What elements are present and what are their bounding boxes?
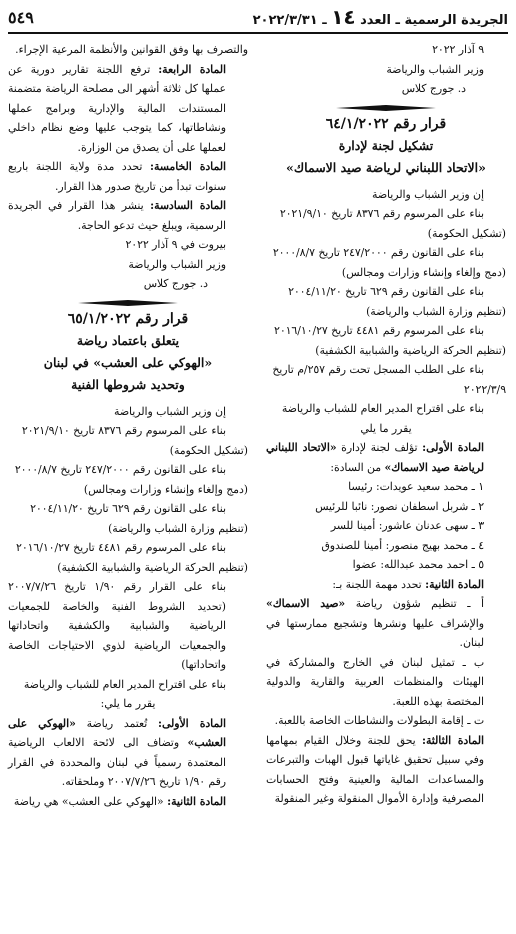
- article-text: تُعتمد رياضة: [86, 716, 148, 730]
- gazette-issue: [253, 5, 508, 29]
- article-label: المادة الأولى:: [157, 716, 226, 730]
- article-bold: «الهوكي على العشب»: [8, 716, 226, 749]
- article-label: المادة الثانية:: [167, 794, 226, 808]
- basis-note: (تنظيم وزارة الشباب والرياضة): [108, 521, 248, 535]
- article-text: تحدد مدة ولاية اللجنة باربع سنوات تبدأ من تاريخ صدور هذا القرار.: [8, 160, 226, 193]
- article-2-c: ت ـ إقامة البطولات والنشاطات الخاصة باللعبة.: [274, 714, 484, 727]
- basis-note: (تنظيم وزارة الشباب والرياضة): [366, 304, 506, 318]
- member-item: ١ ـ محمد سعيد عويدات: رئيسا: [348, 480, 484, 493]
- decree-title: قرار رقم ٦٤/١/٢٠٢٢: [325, 115, 447, 132]
- member-item: ٢ ـ شربل اسطفان نصور: نائبا للرئيس: [315, 499, 484, 513]
- basis-long: بناء على القرار رقم ١/٩٠ تاريخ ٢٠٠٧/٧/٢٦ (تحديد الشروط الفنية والخاصة للجمعيات الرياضية والشبابية والكشفية واتحاداتها والجمعيات الرياضية لذوي الاحتياجات الخاصة واتحاداتها): [8, 580, 226, 671]
- article-text: تحدد مهمة اللجنة بـ:: [332, 577, 422, 591]
- article-bold: «صيد الاسماك»: [266, 597, 346, 610]
- basis-line: بناء على المرسوم رقم ٨٣٧٦ تاريخ ٢٠٢١/٩/١٠: [21, 424, 226, 437]
- article-3: [266, 731, 506, 809]
- article-text: ينشر هذا القرار في الجريدة الرسمية، ويبلغ حيث تدعو الحاجة.: [8, 199, 226, 232]
- article-6: [8, 196, 248, 235]
- decree-name: «الاتحاد اللبناني لرياضة صيد الاسماك»: [286, 159, 486, 175]
- minister-line: إن وزير الشباب والرياضة: [114, 404, 226, 418]
- basis-note: (تشكيل الحكومة): [169, 443, 248, 457]
- article-text: «الهوكي على العشب» هي رياضة: [13, 794, 164, 808]
- article-label: المادة الثانية:: [425, 577, 484, 591]
- article-text: والإشراف عليها ونشرها وتشجيع ممارستها في لبنان.: [266, 616, 484, 649]
- sign-title: وزير الشباب والرياضة: [128, 257, 226, 271]
- basis-line: بناء على القانون رقم ٦٢٩ تاريخ ٢٠٠٤/١١/٢٠: [288, 285, 484, 298]
- article-5: [8, 157, 248, 196]
- article-text: تؤلف لجنة لإدارة: [341, 441, 418, 454]
- basis-note: (تنظيم الحركة الرياضية والشبابية الكشفية): [57, 560, 248, 574]
- article-2-b: ب ـ تمثيل لبنان في الخارج والمشاركة في الهيئات والمنظمات العربية والقارية والدولية المختصة بهذه اللعبة.: [266, 655, 484, 708]
- right-column: [266, 40, 506, 809]
- article-text: يحق للجنة وخلال القيام بمهامها وفي سبيل تحقيق غاياتها قبول الهبات والتبرعات والمساعدات المالية والعينية وفتح الحسابات المصرفية وإدارة الأموال المنقولة وغير المنقولة: [266, 733, 484, 805]
- article-text: أ ـ تنظيم شؤون رياضة: [355, 597, 485, 610]
- article-2: [266, 575, 506, 595]
- minister-line: إن وزير الشباب والرياضة: [372, 187, 484, 201]
- sign-name: د. جورج كلاس: [143, 277, 208, 290]
- proposal-line: بناء على اقتراح المدير العام للشباب والرياضة: [281, 402, 484, 415]
- article-4: [8, 60, 248, 158]
- article-2: [8, 792, 248, 812]
- article-1: [8, 714, 248, 792]
- decree-title: قرار رقم ٦٥/١/٢٠٢٢: [67, 310, 189, 327]
- article-bold: «الاتحاد اللبناني لرياضة صيد الاسماك»: [266, 441, 484, 474]
- article-text: ترفع اللجنة تقارير دورية عن عملها كل ثلاثة أشهر الى مصلحة الرياضة متضمنة المستندات المالية والإدارية وبرامج عملها ونشاطاتها، كما يتوجب عليها وضع نظام داخلي لعملها على أن يصدق من الوزارة.: [8, 62, 226, 154]
- member-item: ٣ ـ سهى عدنان عاشور: أمينا للسر: [330, 519, 484, 532]
- article-label: المادة الثالثة:: [421, 733, 484, 747]
- sign-date: بيروت في ٩ آذار ٢٠٢٢: [125, 238, 226, 251]
- article-text: من السادة:: [330, 460, 382, 474]
- sign-name: د. جورج كلاس: [401, 82, 466, 95]
- member-item: ٥ ـ احمد محمد عبدالله: عضوا: [352, 558, 484, 571]
- decides-line: يقرر ما يلي: [360, 421, 412, 435]
- basis-note: (دمج وإلغاء وإنشاء وزارات ومجالس): [83, 482, 248, 496]
- basis-line: بناء على المرسوم رقم ٤٤٨١ تاريخ ٢٠١٦/١٠/٢٧: [16, 541, 226, 554]
- page-number: ٥٤٩: [8, 7, 34, 27]
- member-item: ٤ ـ محمد بهيج منصور: أمينا للصندوق: [321, 538, 484, 552]
- gazette-name: الجريدة الرسمية ـ العدد: [360, 13, 508, 28]
- article-2-a: [266, 594, 506, 653]
- article-1: [266, 438, 506, 477]
- article-label: المادة الخامسة:: [150, 160, 226, 173]
- article-label: المادة الأولى:: [422, 441, 484, 454]
- decree-subtitle: تشكيل لجنة لإدارة: [338, 137, 434, 153]
- proposal-line: بناء على اقتراح المدير العام للشباب والرياضة: [23, 677, 226, 691]
- basis-line: بناء على القانون رقم ٦٢٩ تاريخ ٢٠٠٤/١١/٢٠: [30, 502, 226, 515]
- basis-line: بناء على الطلب المسجل تحت رقم ٢٥٧/م تاريخ: [272, 363, 484, 376]
- basis-note: (تشكيل الحكومة): [427, 226, 506, 240]
- left-column: [8, 40, 248, 811]
- issue-date: ـ ٢٠٢٢/٣/٣١: [252, 13, 327, 28]
- basis-note: (دمج وإلغاء وإنشاء وزارات ومجالس): [341, 265, 506, 279]
- issue-number: ١٤: [331, 5, 356, 29]
- basis-note: ٢٠٢٢/٣/٩: [463, 382, 506, 396]
- sign-date: ٩ آذار ٢٠٢٢: [432, 43, 484, 56]
- decree-subtitle: يتعلق باعتماد رياضة: [76, 332, 180, 348]
- page-header: [8, 4, 508, 30]
- section-divider: [266, 105, 506, 111]
- decree-name-2: وتحديد شروطها الفنية: [71, 376, 185, 392]
- article-label: المادة الرابعة:: [158, 62, 226, 76]
- basis-line: بناء على القانون رقم ٢٤٧/٢٠٠٠ تاريخ ٢٠٠٠/٨/٧: [272, 246, 484, 259]
- basis-note: (تنظيم الحركة الرياضية والشبابية الكشفية): [315, 343, 506, 357]
- basis-line: بناء على المرسوم رقم ٤٤٨١ تاريخ ٢٠١٦/١٠/٢٧: [274, 324, 484, 337]
- header-rule: [8, 32, 508, 34]
- decree-name: «الهوكي على العشب» في لبنان: [43, 354, 213, 370]
- article-text: وتضاف الى لائحة الالعاب الرياضية المعتمدة رسمياً في لبنان والمحددة في القرار رقم ١/٩٠ تاريخ ٢٠٠٧/٧/٢٦ وملحقاته.: [8, 736, 226, 788]
- continuation-text: والتصرف بها وفق القوانين والأنظمة المرعية الإجراء.: [15, 43, 248, 56]
- section-divider: [8, 300, 248, 306]
- basis-line: بناء على القانون رقم ٢٤٧/٢٠٠٠ تاريخ ٢٠٠٠/٨/٧: [14, 463, 226, 476]
- decides-line: يقرر ما يلي:: [100, 697, 156, 710]
- article-label: المادة السادسة:: [150, 199, 226, 212]
- basis-line: بناء على المرسوم رقم ٨٣٧٦ تاريخ ٢٠٢١/٩/١٠: [279, 207, 484, 220]
- sign-title: وزير الشباب والرياضة: [386, 62, 484, 76]
